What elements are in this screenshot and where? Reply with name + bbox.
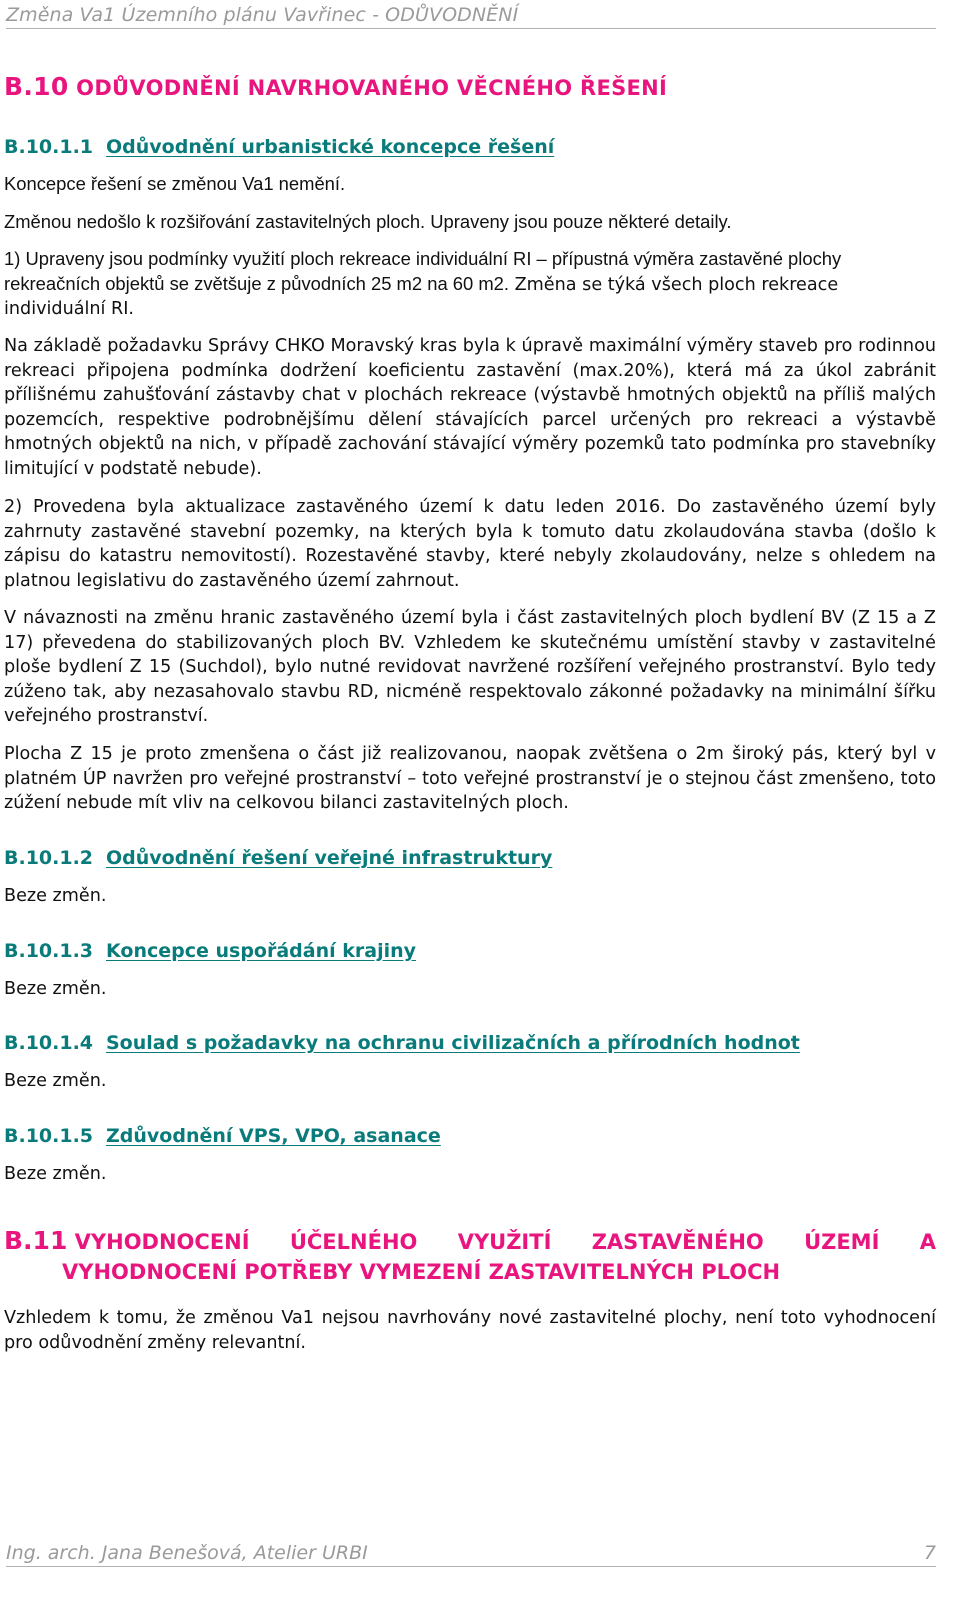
subsection-title: Odůvodnění urbanistické koncepce řešení [106, 136, 555, 158]
section-title-word: ÚČELNÉHO [289, 1230, 418, 1254]
section-heading-b11 [4, 1226, 936, 1284]
paragraph-line [4, 272, 936, 298]
section-title-line2: VYHODNOCENÍ POTŘEBY VYMEZENÍ ZASTAVITELNÝCH PLOCH [62, 1260, 781, 1284]
subsection-title: Koncepce uspořádání krajiny [106, 940, 417, 962]
section-title-part [4, 1226, 250, 1255]
paragraph-text: rekreačních objektů se zvětšuje z původních 25 m2 na 60 m2. [4, 272, 510, 294]
paragraph: Změnou nedošlo k rozšiřování zastavitelných ploch. Upraveny jsou pouze některé detaily. [4, 211, 732, 232]
subsection-heading-b10-1-2 [4, 847, 936, 869]
section-title-word: VYUŽITÍ [457, 1230, 552, 1254]
subsection-title: Odůvodnění řešení veřejné infrastruktury [106, 847, 553, 869]
section-title-word: ÚZEMÍ [804, 1230, 880, 1254]
running-footer [6, 1542, 936, 1567]
subsection-number: B.10.1.4 [4, 1032, 94, 1054]
paragraph: Vzhledem k tomu, že změnou Va1 nejsou navrhovány nové zastavitelné plochy, není toto vyhodnocení pro odůvodnění změny relevantní. [4, 1308, 936, 1353]
page-number: 7 [923, 1542, 936, 1564]
section-number: B.10 [4, 72, 69, 101]
section-title-word: ZASTAVĚNÉHO [591, 1230, 764, 1254]
paragraph-text: Změna se týká všech ploch rekreace [509, 274, 839, 295]
section-number: B.11 [4, 1226, 68, 1255]
paragraph: Plocha Z 15 je proto zmenšena o část již realizovanou, naopak zvětšena o 2m široký pás, který byl v platném ÚP navržen pro veřejné prostranství – toto veřejné prostranství je o stejnou část zmenšeno, toto zúžení nebude mít vliv na celkovou bilanci zastavitelných ploch. [4, 744, 936, 814]
subsection-heading-b10-1-1 [4, 136, 936, 158]
subsection-number: B.10.1.2 [4, 847, 94, 869]
paragraph: V návaznosti na změnu hranic zastavěného území byla i část zastavitelných ploch bydlení BV (Z 15 a Z 17) převedena do stabilizovaných ploch BV. Vzhledem ke skutečnému umístění stavby v zastavitelné ploše bydlení Z 15 (Suchdol), bylo nutné revidovat navržené rozšíření veřejného prostranství. Bylo tedy zúženo tak, aby nezasahovalo stavbu RD, nicméně respektovalo zákonné požadavky na minimální šířku veřejného prostranství. [4, 608, 936, 727]
paragraph: Beze změn. [4, 886, 107, 906]
subsection-title: Soulad s požadavky na ochranu civilizačních a přírodních hodnot [106, 1032, 800, 1054]
section-title: ODŮVODNĚNÍ NAVRHOVANÉHO VĚCNÉHO ŘEŠENÍ [76, 76, 668, 100]
paragraph: Koncepce řešení se změnou Va1 nemění. [4, 173, 346, 194]
subsection-heading-b10-1-4 [4, 1032, 936, 1054]
footer-author: Ing. arch. Jana Benešová, Atelier URBI [6, 1542, 368, 1564]
header-text: Změna Va1 Územního plánu Vavřinec - ODŮVODNĚNÍ [6, 4, 519, 26]
paragraph-line: individuální RI. [4, 299, 135, 320]
paragraph: Beze změn. [4, 1071, 107, 1091]
subsection-title: Zdůvodnění VPS, VPO, asanace [106, 1125, 441, 1147]
running-header [6, 4, 936, 29]
section-title-row [4, 1226, 936, 1260]
subsection-number: B.10.1.5 [4, 1125, 94, 1147]
section-title-word: A [919, 1230, 936, 1254]
subsection-heading-b10-1-5 [4, 1125, 936, 1147]
document-page [4, 0, 936, 1604]
paragraph: Beze změn. [4, 979, 107, 999]
section-heading-b10 [4, 72, 936, 101]
paragraph: Na základě požadavku Správy CHKO Moravský kras byla k úpravě maximální výměry staveb pro rodinnou rekreaci připojena podmínka dodržení koeficientu zastavění (max.20%), která má za úkol zabránit přílišnému zahušťování zástavby chat v plochách rekreace (výstavbě hmotných objektů na příliš malých pozemcích, respektive podrobnějšímu dělení stávajících parcel určených pro rekreaci a výstavbě hmotných objektů na nich, v případě zachování stávající výměry pozemků tato podmínka pro stavebníky limitující v podstatě nebude). [4, 336, 936, 479]
subsection-number: B.10.1.1 [4, 136, 94, 158]
paragraph: 2) Provedena byla aktualizace zastavěného území k datu leden 2016. Do zastavěného území byly zahrnuty zastavěné stavební pozemky, na kterých byla k tomuto datu zkolaudována stavba (došlo k zápisu do katastru nemovitostí). Rozestavěné stavby, které nebyly zkolaudovány, nelze s ohledem na platnou legislativu do zastavěného území zahrnout. [4, 497, 936, 591]
paragraph-line: 1) Upraveny jsou podmínky využití ploch rekreace individuální RI – přípustná výměra zastavěné plochy [4, 248, 842, 269]
subsection-heading-b10-1-3 [4, 940, 936, 962]
paragraph-rekreace [4, 247, 936, 322]
subsection-number: B.10.1.3 [4, 940, 94, 962]
section-title-word: VYHODNOCENÍ [74, 1230, 250, 1254]
paragraph: Beze změn. [4, 1164, 107, 1184]
